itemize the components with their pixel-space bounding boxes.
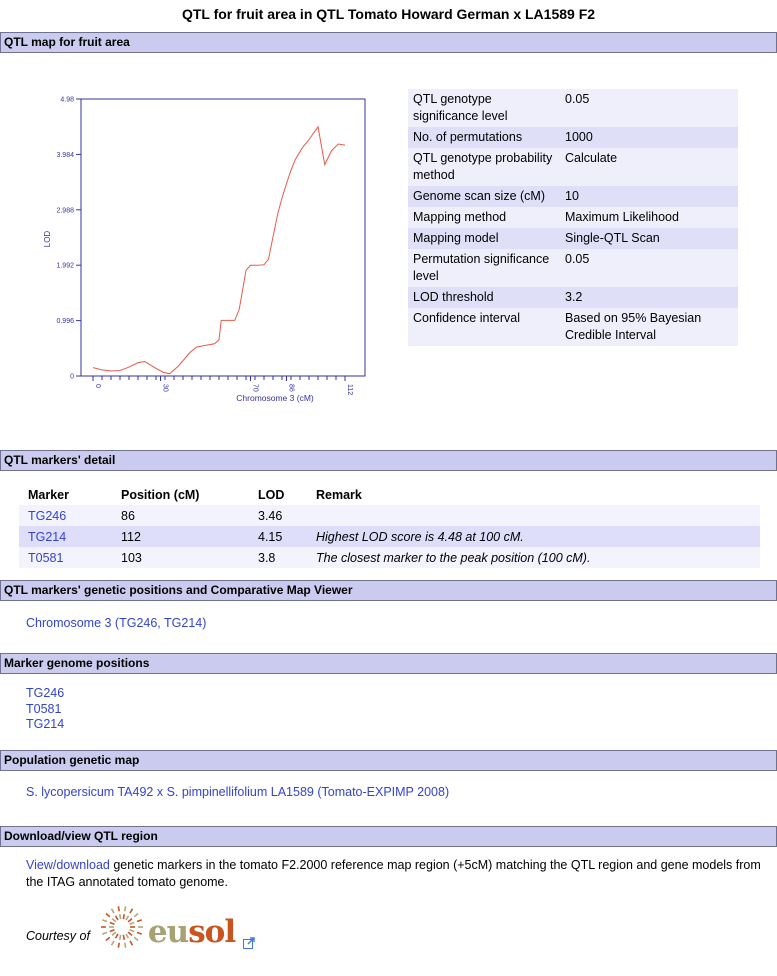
param-label: Confidence interval bbox=[413, 311, 521, 325]
genome-link-tg246[interactable]: TG246 bbox=[26, 686, 65, 700]
param-row bbox=[408, 207, 738, 228]
param-value: Maximum Likelihood bbox=[565, 210, 679, 224]
genome-link-t0581[interactable]: T0581 bbox=[26, 701, 62, 716]
table-header-row bbox=[19, 484, 760, 505]
section-header-genome-positions: Marker genome positions bbox=[0, 653, 777, 674]
param-label: QTL genotype significance level bbox=[413, 92, 508, 123]
qtl-map-content bbox=[0, 89, 777, 414]
table-row bbox=[19, 547, 760, 568]
genome-positions-list bbox=[26, 686, 777, 733]
param-value: 0.05 bbox=[565, 92, 590, 106]
lod-chart-svg bbox=[40, 89, 405, 414]
param-row bbox=[408, 228, 738, 249]
svg-text:4.98: 4.98 bbox=[60, 96, 74, 104]
marker-link-t0581[interactable]: T0581 bbox=[28, 550, 64, 565]
section-header-population-map: Population genetic map bbox=[0, 750, 777, 771]
svg-text:3.984: 3.984 bbox=[56, 151, 74, 159]
svg-text:86: 86 bbox=[287, 384, 295, 392]
col-header-remark: Remark bbox=[316, 487, 362, 502]
markers-detail-table bbox=[19, 484, 760, 568]
marker-remark: Highest LOD score is 4.48 at 100 cM. bbox=[316, 529, 524, 544]
external-link-icon[interactable] bbox=[243, 937, 255, 949]
col-header-lod: LOD bbox=[258, 487, 285, 502]
param-value: 0.05 bbox=[565, 252, 590, 266]
marker-link-tg214[interactable]: TG214 bbox=[28, 529, 67, 544]
svg-text:0: 0 bbox=[94, 384, 101, 388]
courtesy-label: Courtesy of bbox=[26, 928, 90, 943]
lod-chart bbox=[40, 89, 405, 414]
section-header-genetic-positions: QTL markers' genetic positions and Comparative Map Viewer bbox=[0, 580, 777, 601]
courtesy-row bbox=[26, 903, 777, 951]
param-label: No. of permutations bbox=[413, 130, 523, 144]
svg-text:2.988: 2.988 bbox=[56, 207, 74, 215]
param-label: LOD threshold bbox=[413, 290, 494, 304]
marker-lod: 4.15 bbox=[258, 529, 283, 544]
population-map-link[interactable]: S. lycopersicum TA492 x S. pimpinellifolium LA1589 (Tomato-EXPIMP 2008) bbox=[26, 784, 450, 799]
download-description-text: genetic markers in the tomato F2.2000 reference map region (+5cM) matching the QTL region and gene models from the ITAG annotated tomato genome. bbox=[26, 857, 761, 889]
param-row bbox=[408, 89, 738, 127]
param-label: QTL genotype probability method bbox=[413, 151, 553, 182]
marker-position: 103 bbox=[121, 550, 142, 565]
param-value: Single-QTL Scan bbox=[565, 231, 660, 245]
param-row bbox=[408, 148, 738, 186]
param-label: Mapping model bbox=[413, 231, 499, 245]
marker-position: 86 bbox=[121, 508, 135, 523]
eusol-logo[interactable] bbox=[96, 903, 235, 951]
svg-text:30: 30 bbox=[161, 384, 169, 392]
chromosome-3-link[interactable]: Chromosome 3 (TG246, TG214) bbox=[26, 616, 207, 630]
eusol-wordmark: eusol bbox=[147, 913, 236, 950]
param-row bbox=[408, 249, 738, 287]
view-download-link[interactable]: View/download bbox=[26, 857, 110, 872]
marker-remark bbox=[307, 505, 760, 526]
param-value: 3.2 bbox=[565, 290, 583, 304]
download-description bbox=[26, 857, 763, 891]
param-label: Genome scan size (cM) bbox=[413, 189, 545, 203]
svg-text:70: 70 bbox=[251, 384, 259, 392]
page-title: QTL for fruit area in QTL Tomato Howard German x LA1589 F2 bbox=[181, 6, 596, 22]
qtl-parameters-table bbox=[408, 89, 738, 346]
param-row bbox=[408, 308, 738, 346]
svg-text:Chromosome 3 (cM): Chromosome 3 (cM) bbox=[236, 393, 314, 403]
col-header-marker: Marker bbox=[28, 487, 69, 502]
param-value: Based on 95% Bayesian Credible Interval bbox=[565, 311, 702, 342]
svg-text:112: 112 bbox=[346, 384, 353, 396]
section-header-download: Download/view QTL region bbox=[0, 826, 777, 847]
col-header-position: Position (cM) bbox=[121, 487, 200, 502]
eusol-sunburst-icon bbox=[96, 903, 148, 951]
section-header-qtl-map: QTL map for fruit area bbox=[0, 32, 777, 53]
svg-text:1.992: 1.992 bbox=[56, 262, 74, 270]
param-value: 1000 bbox=[565, 130, 593, 144]
param-label: Permutation significance level bbox=[413, 252, 550, 283]
param-value: Calculate bbox=[565, 151, 618, 165]
marker-remark: The closest marker to the peak position (100 cM). bbox=[316, 550, 591, 565]
marker-lod: 3.8 bbox=[258, 550, 276, 565]
param-row bbox=[408, 186, 738, 207]
svg-text:LOD: LOD bbox=[43, 230, 52, 248]
param-label: Mapping method bbox=[413, 210, 507, 224]
marker-lod: 3.46 bbox=[258, 508, 283, 523]
table-row bbox=[19, 526, 760, 547]
genome-link-tg214[interactable]: TG214 bbox=[26, 717, 65, 731]
section-header-markers-detail: QTL markers' detail bbox=[0, 450, 777, 471]
table-row bbox=[19, 505, 760, 526]
svg-text:0.996: 0.996 bbox=[56, 318, 74, 326]
param-row bbox=[408, 127, 738, 148]
marker-link-tg246[interactable]: TG246 bbox=[28, 508, 67, 523]
param-row bbox=[408, 287, 738, 308]
svg-text:0: 0 bbox=[70, 373, 74, 381]
param-value: 10 bbox=[565, 189, 579, 203]
marker-position: 112 bbox=[121, 529, 141, 544]
